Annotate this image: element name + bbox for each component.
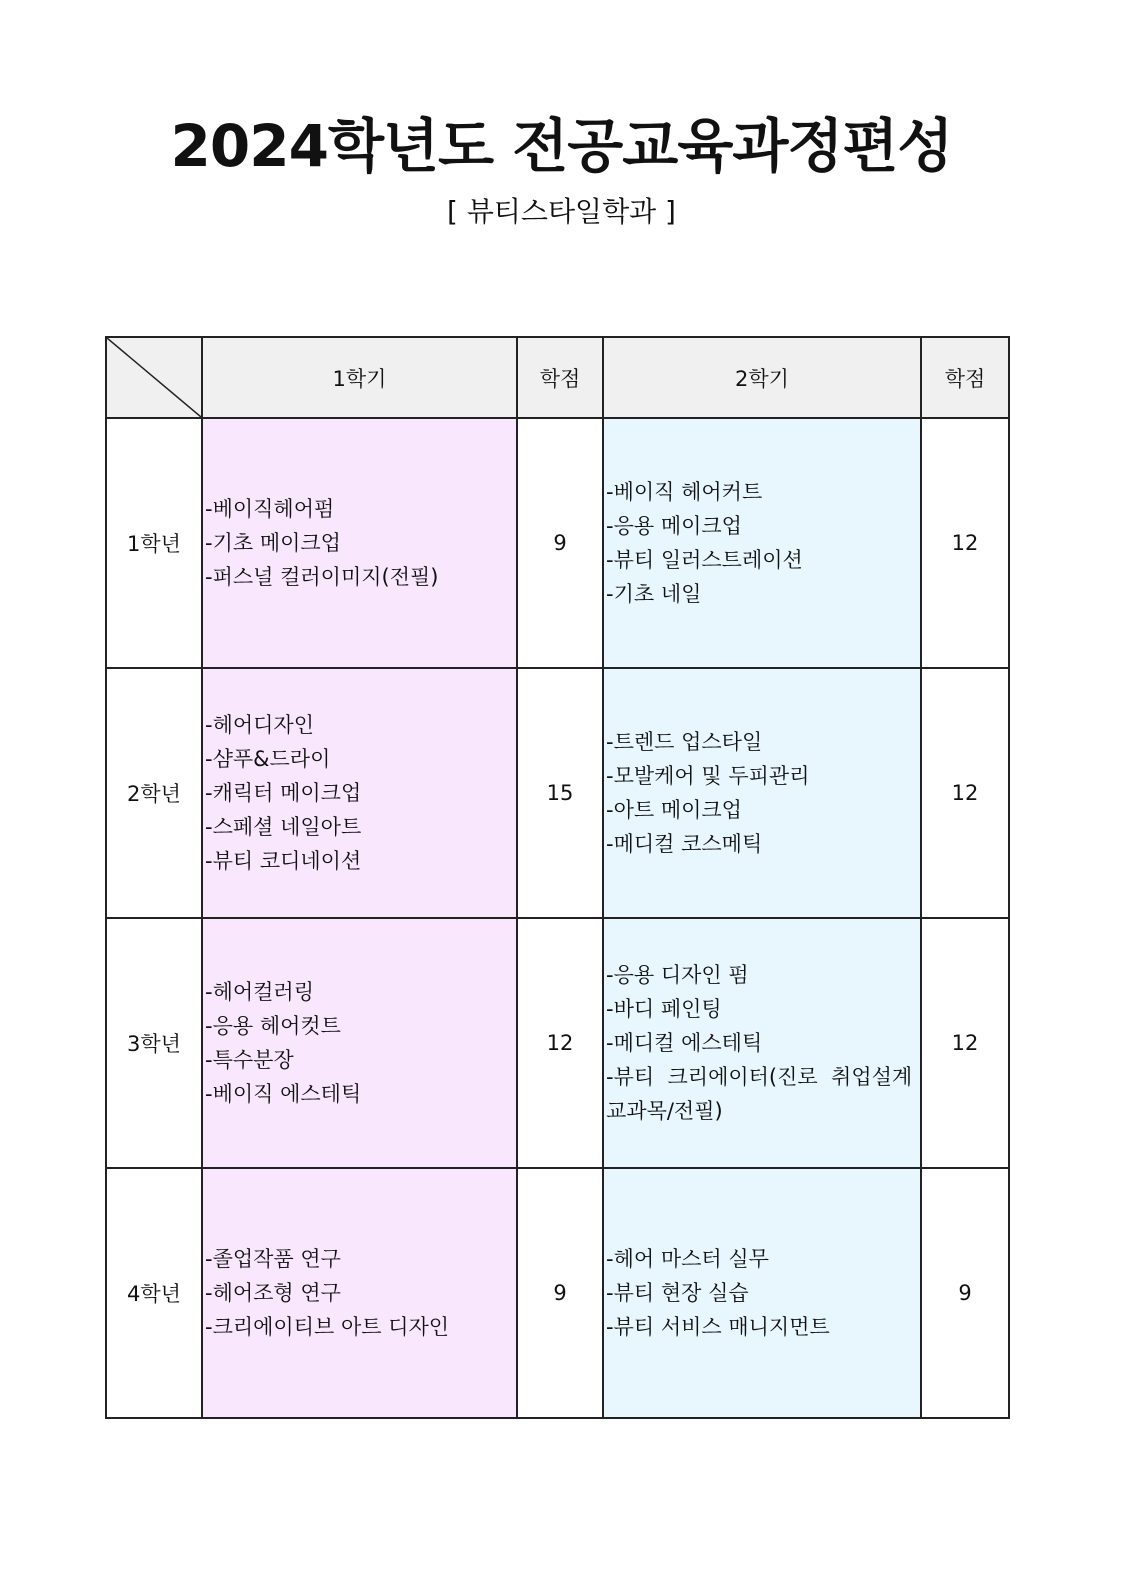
table-header-row [106,337,1009,418]
semester2-credit-cell: 12 [921,668,1009,918]
course-list [604,958,920,1128]
course-list [604,475,920,611]
list-item: -모발케어 및 두피관리 [606,764,810,788]
semester2-credit-cell: 9 [921,1168,1009,1418]
list-item: -트렌드 업스타일 [606,730,763,754]
list-item: -헤어 마스터 실무 [606,1247,769,1271]
column-header-credit2: 학점 [921,337,1009,418]
course-list [203,1242,516,1344]
semester1-credit-cell: 9 [517,1168,603,1418]
list-item: -기초 네일 [606,582,702,606]
semester2-courses-cell [603,1168,921,1418]
list-item: -헤어디자인 [205,713,315,737]
course-list [203,975,516,1111]
curriculum-table [105,336,1010,1419]
list-item: -베이직 에스테틱 [205,1082,362,1106]
list-item: -베이직헤어펌 [205,497,335,521]
corner-diagonal-cell [106,337,202,418]
list-item: -뷰티 코디네이션 [205,849,362,873]
semester1-courses-cell [202,918,517,1168]
course-list [604,1242,920,1344]
list-item: -샴푸&드라이 [205,747,331,771]
list-item: -졸업작품 연구 [205,1247,341,1271]
year-label: 3학년 [106,918,202,1168]
list-item: -기초 메이크업 [205,531,341,555]
list-item: -헤어조형 연구 [205,1281,341,1305]
list-item: -캐릭터 메이크업 [205,781,362,805]
semester2-courses-cell [603,918,921,1168]
semester1-credit-cell: 12 [517,918,603,1168]
list-item: -크리에이티브 아트 디자인 [205,1315,450,1339]
semester2-credit-cell: 12 [921,918,1009,1168]
year-label: 2학년 [106,668,202,918]
year-label: 1학년 [106,418,202,668]
semester2-courses-cell [603,418,921,668]
semester1-courses-cell [202,668,517,918]
list-item: -뷰티 현장 실습 [606,1281,749,1305]
list-item: -뷰티 일러스트레이션 [606,548,803,572]
list-item: -바디 페인팅 [606,997,722,1021]
course-list [604,725,920,861]
column-header-semester2: 2학기 [603,337,921,418]
list-item: -스페셜 네일아트 [205,815,362,839]
column-header-credit1: 학점 [517,337,603,418]
table-row [106,668,1009,918]
semester1-courses-cell [202,1168,517,1418]
page-title: 2024학년도 전공교육과정편성 [170,112,953,180]
list-item: -퍼스널 컬러이미지(전필) [205,565,439,589]
list-item: -특수분장 [205,1048,294,1072]
semester2-courses-cell [603,668,921,918]
list-item: -베이직 헤어커트 [606,480,763,504]
list-item: -아트 메이크업 [606,798,742,822]
semester1-credit-cell: 15 [517,668,603,918]
year-label: 4학년 [106,1168,202,1418]
table-row [106,1168,1009,1418]
table-row [106,918,1009,1168]
table-body [106,418,1009,1418]
table-row [106,418,1009,668]
list-item: -응용 디자인 펌 [606,963,749,987]
semester2-credit-cell: 12 [921,418,1009,668]
list-item: -뷰티 서비스 매니지먼트 [606,1315,830,1339]
list-item: 교과목/전필) [606,1099,723,1123]
list-item: -응용 메이크업 [606,514,742,538]
list-item: -응용 헤어컷트 [205,1014,341,1038]
column-header-semester1: 1학기 [202,337,517,418]
department-subtitle: [ 뷰티스타일학과 ] [447,195,676,228]
diagonal-line-icon [107,338,201,417]
list-item: -메디컬 에스테틱 [606,1031,763,1055]
list-item: -뷰티 크리에이터(진로 취업설계 [606,1065,913,1089]
semester1-credit-cell: 9 [517,418,603,668]
list-item: -헤어컬러링 [205,980,315,1004]
course-list [203,492,516,594]
course-list [203,708,516,878]
list-item: -메디컬 코스메틱 [606,832,763,856]
semester1-courses-cell [202,418,517,668]
